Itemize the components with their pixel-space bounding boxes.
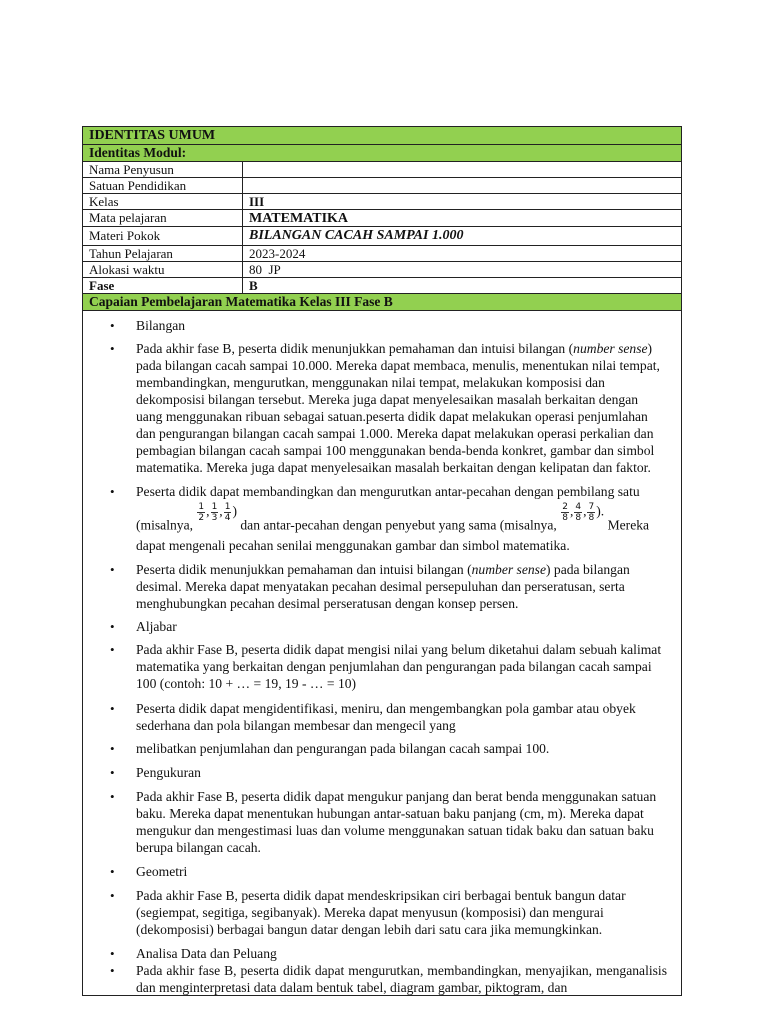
section-title: IDENTITAS UMUM: [89, 128, 216, 143]
list-item-text: Peserta didik dapat mengidentifikasi, meniru, dan mengembangkan pola gambar atau obyek sederhana dan pola bilangan membesar dan mengecil yang: [136, 701, 636, 733]
value-satuan-pendidikan: [242, 178, 249, 193]
numerator: 4: [575, 502, 582, 512]
identitas-modul-header: [83, 145, 681, 162]
denominator: 8: [588, 513, 595, 523]
numerator: 2: [562, 502, 568, 512]
text-line: Peserta didik dapat membandingkan dan mengurutkan antar-pecahan dengan pembilang satu: [136, 484, 640, 499]
list-item-text: [136, 561, 667, 612]
denominator: 3: [211, 513, 218, 523]
text-part: Peserta didik menunjukkan pemahaman dan intuisi bilangan (: [136, 562, 472, 577]
list-item-text: melibatkan penjumlahan dan pengurangan pada bilangan cacah sampai 100.: [136, 741, 550, 756]
list-item-text: Analisa Data dan Peluang: [136, 946, 277, 961]
identitas-umum-header: [83, 127, 681, 145]
list-item-text: Pada akhir fase B, peserta didik dapat mengurutkan, membandingkan, menyajikan, menganalisis dan menginterpretasi data dalam bentuk tabel, diagram gambar, piktogram, dan: [136, 963, 667, 995]
bullet: •: [110, 701, 115, 716]
list-item-text: Geometri: [136, 864, 188, 879]
fraction: [211, 502, 219, 523]
fraction-group-b: $\frac{2}{8}$ , $\frac{4}{8}$ , $\frac{7}{8}$ ).: [562, 502, 605, 523]
list-item-text: Pada akhir Fase B, peserta didik dapat mengukur panjang dan berat benda menggunakan satuan baku. Mereka dapat menentukan hubungan antar-satuan baku panjang (cm, m). Mereka dapat mengukur dan mengestimasi luas dan volume menggunakan satuan tidak baku dan satuan baku berupa bilangan cacah.: [136, 789, 657, 855]
list-item-text: Bilangan: [136, 318, 186, 333]
bullet: •: [110, 946, 115, 961]
fraction: [561, 502, 569, 523]
text-part: ) pada bilangan desimal. Mereka dapat menyatakan pecahan desimal persepuluhan dan perseratusan, serta menghubungkan pecahan desimal perseratusan dengan konsep persen.: [136, 562, 630, 611]
denominator: 8: [562, 513, 568, 523]
text-part: ) pada bilangan cacah sampai 10.000. Mereka dapat membaca, menulis, menentukan nilai tempat, membandingkan, mengurutkan, menggunakan nilai tempat, melakukan komposisi dan dekomposisi bilangan tersebut. Mereka juga dapat menyelesaikan masalah berkaitan dengan uang menggunakan ribuan sebagai satuan.peserta didik dapat melakukan operasi penjumlahan dan pengurangan bilangan cacah sampai 1.000. Mereka dapat melakukan operasi perkalian dan pembagian bilangan cacah sampai 100 menggunakan benda-benda konkret, gambar dan simbol matematika. Mereka juga dapat menyelesaikan masalah berkaitan dengan kelipatan dan faktor.: [136, 341, 660, 475]
list-item-text: [136, 483, 667, 554]
bullet: •: [110, 642, 115, 657]
list-item-text: Pada akhir Fase B, peserta didik dapat mendeskripsikan ciri berbagai bentuk bangun datar (segiempat, segitiga, segibanyak). Mereka dapat menyusun (komposisi) dan mengurai (dekomposisi) berbagai bangun datar dengan lebih dari satu cara jika memungkinkan.: [136, 888, 626, 937]
row-materi-pokok: [83, 227, 681, 246]
list-item-text: Pengukuran: [136, 765, 201, 780]
list-item-text: Pada akhir Fase B, peserta didik dapat mengisi nilai yang belum diketahui dalam sebuah kalimat matematika yang berkaitan dengan penjumlahan dan pengurangan pada bilangan cacah sampai 100 (contoh: 10 + … = 19, 19 - … = 10): [136, 642, 662, 691]
denominator: 4: [224, 513, 231, 523]
list-item-text: Aljabar: [136, 619, 177, 634]
text-emphasis: number sense: [573, 341, 648, 356]
label-satuan-pendidikan: Satuan Pendidikan: [89, 178, 187, 193]
text-part: Pada akhir fase B, peserta didik menunjukkan pemahaman dan intuisi bilangan (: [136, 341, 574, 356]
row-satuan-pendidikan: [83, 178, 681, 194]
row-fase: [83, 278, 681, 294]
text-part: dan antar-pecahan dengan penyebut yang sama (misalnya,: [240, 517, 557, 533]
bullet: •: [110, 864, 115, 879]
capaian-title: Capaian Pembelajaran Matematika Kelas III Fase B: [89, 294, 393, 309]
bullet: •: [110, 789, 115, 804]
text-part: (misalnya,: [136, 517, 194, 533]
row-alokasi-waktu: [83, 262, 681, 278]
bullet: •: [110, 765, 115, 780]
label-tahun-pelajaran: Tahun Pelajaran: [89, 246, 173, 261]
bullet: •: [110, 562, 115, 577]
label-materi-pokok: Materi Pokok: [89, 228, 161, 243]
value-fase: B: [242, 278, 258, 293]
row-tahun-pelajaran: [83, 246, 681, 262]
bullet: •: [110, 318, 115, 333]
value-tahun-pelajaran: 2023-2024: [242, 246, 305, 261]
module-title: Identitas Modul:: [89, 145, 187, 160]
label-kelas: Kelas: [89, 194, 119, 209]
fraction: [574, 502, 582, 523]
numerator: 1: [211, 502, 218, 512]
bullet: •: [110, 619, 115, 634]
numerator: 1: [198, 502, 205, 512]
capaian-header: [83, 294, 681, 311]
row-kelas: [83, 194, 681, 210]
numerator: 7: [588, 502, 595, 512]
bullet: •: [110, 741, 115, 756]
text-part: Mereka dapat mengenali pecahan senilai menggunakan gambar dan simbol matematika.: [136, 517, 650, 553]
row-mata-pelajaran: [83, 210, 681, 227]
fraction: [587, 502, 595, 523]
denominator: 8: [575, 513, 582, 523]
list-item-text: [136, 340, 667, 476]
label-fase: Fase: [89, 278, 115, 293]
text-emphasis: number sense: [471, 562, 546, 577]
value-alokasi-waktu: 80 JP: [242, 262, 281, 277]
value-materi-pokok: BILANGAN CACAH SAMPAI 1.000: [242, 227, 463, 245]
bullet: •: [110, 341, 115, 356]
value-mata-pelajaran: MATEMATIKA: [242, 210, 348, 226]
denominator: 2: [198, 513, 205, 523]
fraction: [224, 502, 232, 523]
bullet: •: [110, 963, 115, 978]
text-line: [136, 502, 667, 554]
label-mata-pelajaran: Mata pelajaran: [89, 210, 167, 225]
numerator: 1: [224, 502, 231, 512]
value-nama-penyusun: [242, 162, 249, 177]
fraction-group-a: $\frac{1}{2}$ , $\frac{1}{3}$ , $\frac{1}{4}$ ): [198, 502, 237, 523]
label-alokasi-waktu: Alokasi waktu: [89, 262, 165, 277]
value-kelas: III: [242, 194, 264, 209]
label-nama-penyusun: Nama Penyusun: [89, 162, 174, 177]
row-nama-penyusun: [83, 162, 681, 178]
module-document: [82, 126, 682, 996]
bullet: •: [110, 888, 115, 903]
fraction: [197, 502, 205, 523]
bullet: •: [110, 484, 115, 499]
